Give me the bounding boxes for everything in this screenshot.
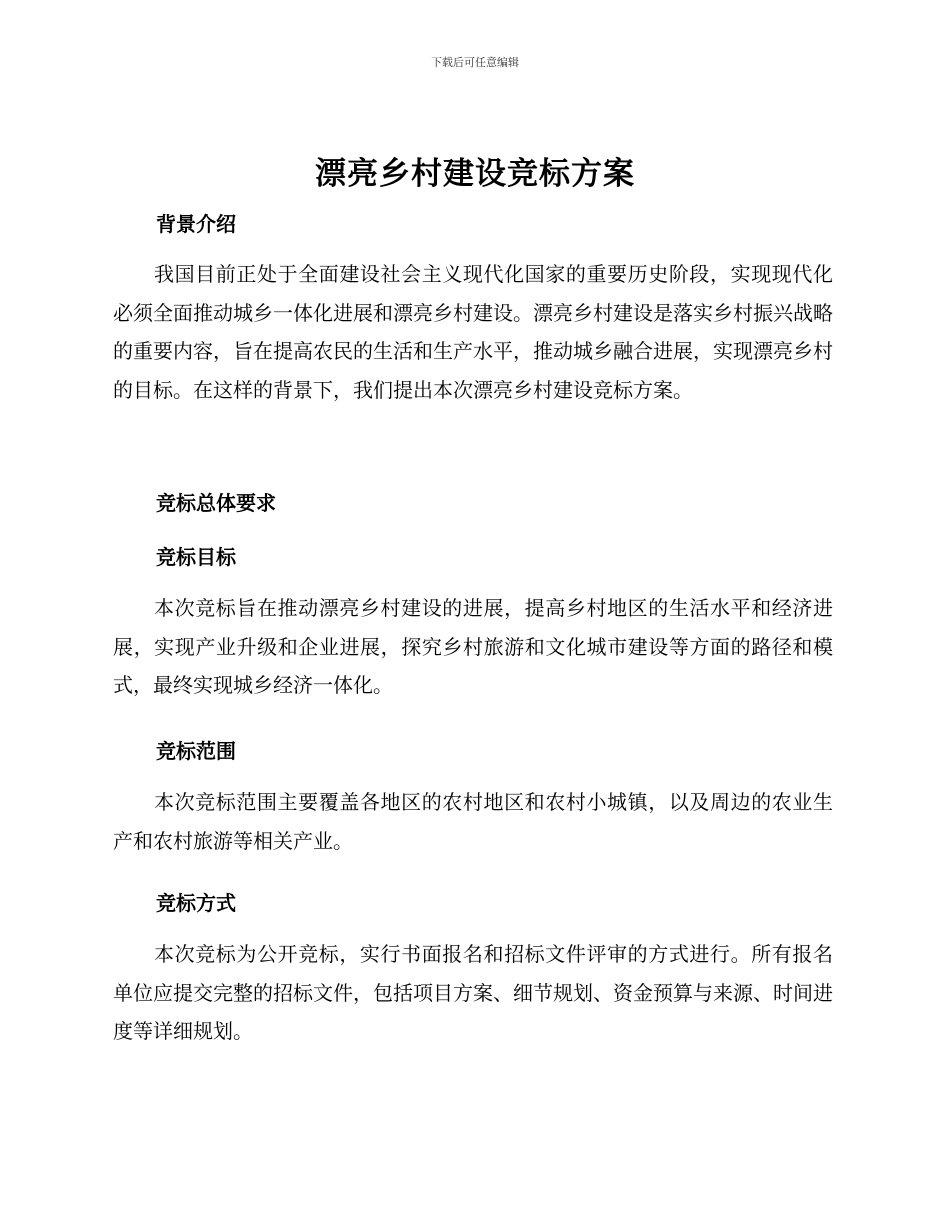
section-heading-objectives: 竞标目标 — [156, 545, 236, 569]
section-body-objectives: 本次竞标旨在推动漂亮乡村建设的进展，提高乡村地区的生活水平和经济进展，实现产业升级和企业进展，探究乡村旅游和文化城市建设等方面的路径和模式，最终实现城乡经济一体化。 — [113, 596, 833, 698]
document-title: 漂亮乡村建设竞标方案 — [315, 156, 635, 192]
section-heading-method: 竞标方式 — [156, 891, 236, 915]
page-header-note: 下载后可任意编辑 — [431, 56, 519, 69]
section-body-scope: 本次竞标范围主要覆盖各地区的农村地区和农村小城镇，以及周边的农业生产和农村旅游等相关产业。 — [113, 790, 833, 853]
section-heading-background: 背景介绍 — [156, 212, 236, 236]
section-heading-scope: 竞标范围 — [156, 739, 236, 763]
section-body-method: 本次竞标为公开竞标，实行书面报名和招标文件评审的方式进行。所有报名单位应提交完整的招标文件，包括项目方案、细节规划、资金预算与来源、时间进度等详细规划。 — [113, 942, 833, 1044]
section-heading-general-requirements: 竞标总体要求 — [156, 491, 276, 515]
section-body-background: 我国目前正处于全面建设社会主义现代化国家的重要历史阶段，实现现代化必须全面推动城乡一体化进展和漂亮乡村建设。漂亮乡村建设是落实乡村振兴战略的重要内容，旨在提高农民的生活和生产水平，推动城乡融合进展，实现漂亮乡村的目标。在这样的背景下，我们提出本次漂亮乡村建设竞标方案。 — [113, 262, 833, 402]
